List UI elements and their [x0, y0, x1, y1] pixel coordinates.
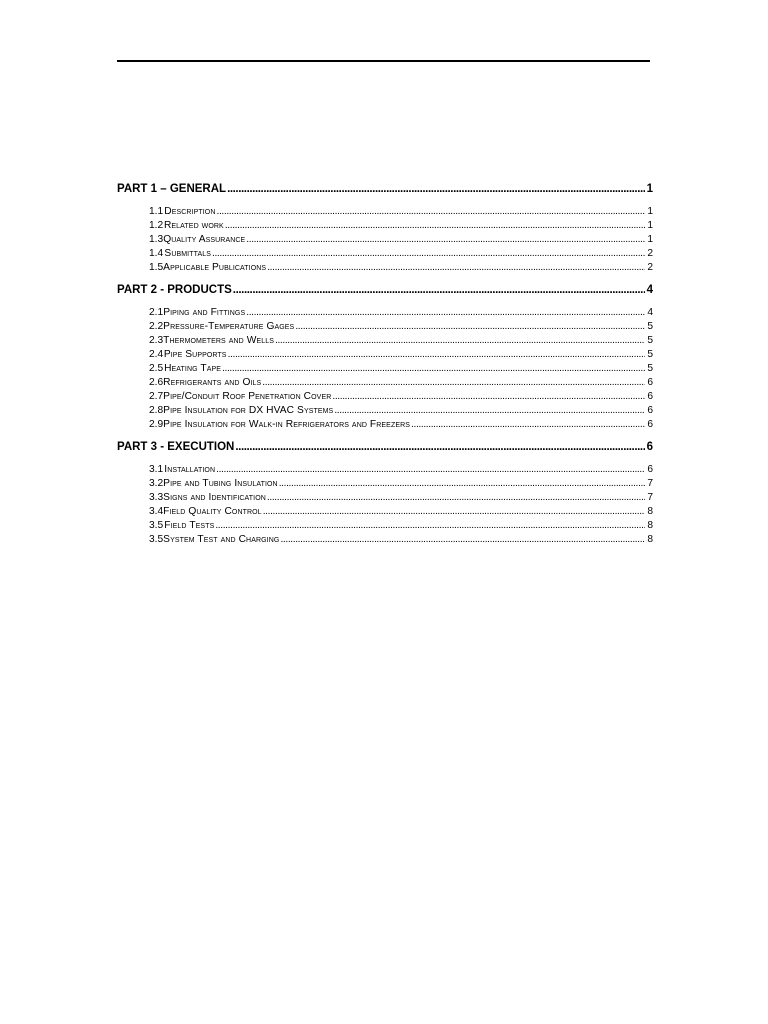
item-title: Quality Assurance [163, 234, 246, 245]
item-title: Pressure-Temperature Gages [163, 321, 295, 332]
toc-part-3-items [117, 463, 653, 547]
part-label: PART 3 - EXECUTION [117, 441, 235, 453]
item-number: 2.4 [149, 349, 164, 360]
item-page: 7 [647, 492, 653, 503]
item-number: 2.3 [149, 335, 164, 346]
item-title: Pipe Insulation for Walk-in Refrigerators and Freezers [163, 419, 411, 430]
item-title: Heating Tape [164, 363, 222, 374]
item-page: 6 [647, 419, 653, 430]
toc-item[interactable] [117, 491, 653, 505]
toc-item[interactable] [117, 261, 653, 275]
dot-leader [215, 519, 645, 533]
dot-leader [246, 233, 645, 247]
item-number: 2.2 [149, 321, 164, 332]
item-number: 2.6 [149, 377, 164, 388]
dot-leader [217, 205, 646, 219]
item-page: 6 [647, 464, 653, 475]
item-title: Piping and Fittings [163, 307, 246, 318]
dot-leader [212, 247, 645, 261]
dot-leader [267, 261, 645, 275]
item-number: 2.1 [149, 307, 164, 318]
toc-item[interactable] [117, 362, 653, 376]
item-number: 1.5 [149, 262, 164, 273]
toc-item[interactable] [117, 463, 653, 477]
item-title: Field Quality Control [163, 506, 262, 517]
item-number: 1.1 [149, 206, 164, 217]
dot-leader [279, 477, 646, 491]
item-page: 5 [647, 349, 653, 360]
item-title: Pipe Insulation for DX HVAC Systems [163, 405, 334, 416]
item-title: Applicable Publications [163, 262, 267, 273]
dot-leader [233, 282, 645, 298]
item-title: Submittals [164, 248, 211, 259]
toc-item[interactable] [117, 533, 653, 547]
table-of-contents [117, 181, 653, 554]
item-number: 1.3 [149, 234, 164, 245]
item-page: 7 [647, 478, 653, 489]
part-page: 6 [646, 441, 653, 453]
item-title: Field Tests [164, 520, 215, 531]
item-number: 3.1 [149, 464, 164, 475]
part-page: 4 [646, 284, 653, 296]
toc-item[interactable] [117, 320, 653, 334]
toc-item[interactable] [117, 404, 653, 418]
item-number: 1.4 [149, 248, 164, 259]
toc-item[interactable] [117, 505, 653, 519]
item-page: 1 [647, 220, 653, 231]
item-title: Pipe/Conduit Roof Penetration Cover [163, 391, 332, 402]
item-page: 5 [647, 335, 653, 346]
toc-part-1[interactable] [117, 181, 653, 197]
dot-leader [235, 439, 644, 455]
item-page: 1 [647, 234, 653, 245]
toc-item[interactable] [117, 247, 653, 261]
item-title: Pipe Supports [163, 349, 227, 360]
item-title: Installation [164, 464, 216, 475]
toc-part-3[interactable] [117, 439, 653, 455]
item-title: Thermometers and Wells [163, 335, 274, 346]
item-page: 5 [647, 363, 653, 374]
dot-leader [228, 348, 646, 362]
item-number: 3.5 [149, 534, 164, 545]
item-title: Signs and Identification [163, 492, 266, 503]
item-title: Description [164, 206, 216, 217]
item-page: 4 [647, 307, 653, 318]
item-page: 6 [647, 405, 653, 416]
item-title: System Test and Charging [163, 534, 280, 545]
item-page: 8 [647, 506, 653, 517]
toc-part-2[interactable] [117, 282, 653, 298]
dot-leader [222, 362, 645, 376]
dot-leader [275, 334, 645, 348]
part-page: 1 [646, 183, 653, 195]
header-rule [117, 60, 650, 62]
toc-item[interactable] [117, 334, 653, 348]
item-page: 8 [647, 520, 653, 531]
toc-item[interactable] [117, 477, 653, 491]
toc-item[interactable] [117, 205, 653, 219]
item-number: 2.9 [149, 419, 164, 430]
item-number: 3.4 [149, 506, 164, 517]
item-page: 2 [647, 248, 653, 259]
item-title: Refrigerants and Oils [163, 377, 262, 388]
item-title: Related work [163, 220, 224, 231]
item-number: 2.7 [149, 391, 164, 402]
item-title: Pipe and Tubing Insulation [163, 478, 278, 489]
item-number: 2.8 [149, 405, 164, 416]
part-label: PART 1 – GENERAL [117, 183, 227, 195]
item-page: 8 [647, 534, 653, 545]
dot-leader [267, 491, 645, 505]
dot-leader [263, 505, 646, 519]
toc-item[interactable] [117, 519, 653, 533]
dot-leader [216, 463, 645, 477]
item-page: 6 [647, 377, 653, 388]
dot-leader [332, 390, 645, 404]
toc-part-2-items [117, 306, 653, 432]
item-number: 3.5 [149, 520, 164, 531]
dot-leader [262, 376, 645, 390]
dot-leader [280, 533, 645, 547]
dot-leader [246, 306, 645, 320]
toc-item[interactable] [117, 348, 653, 362]
dot-leader [225, 219, 646, 233]
toc-item[interactable] [117, 219, 653, 233]
item-number: 1.2 [149, 220, 164, 231]
toc-item[interactable] [117, 306, 653, 320]
item-number: 3.3 [149, 492, 164, 503]
dot-leader [227, 181, 645, 197]
toc-item[interactable] [117, 418, 653, 432]
item-page: 1 [647, 206, 653, 217]
toc-item[interactable] [117, 376, 653, 390]
dot-leader [295, 320, 645, 334]
part-label: PART 2 - PRODUCTS [117, 284, 232, 296]
item-page: 2 [647, 262, 653, 273]
item-page: 5 [647, 321, 653, 332]
toc-part-1-items [117, 205, 653, 275]
item-number: 2.5 [149, 363, 164, 374]
toc-item[interactable] [117, 390, 653, 404]
dot-leader [334, 404, 645, 418]
item-page: 6 [647, 391, 653, 402]
dot-leader [411, 418, 645, 432]
toc-item[interactable] [117, 233, 653, 247]
item-number: 3.2 [149, 478, 164, 489]
